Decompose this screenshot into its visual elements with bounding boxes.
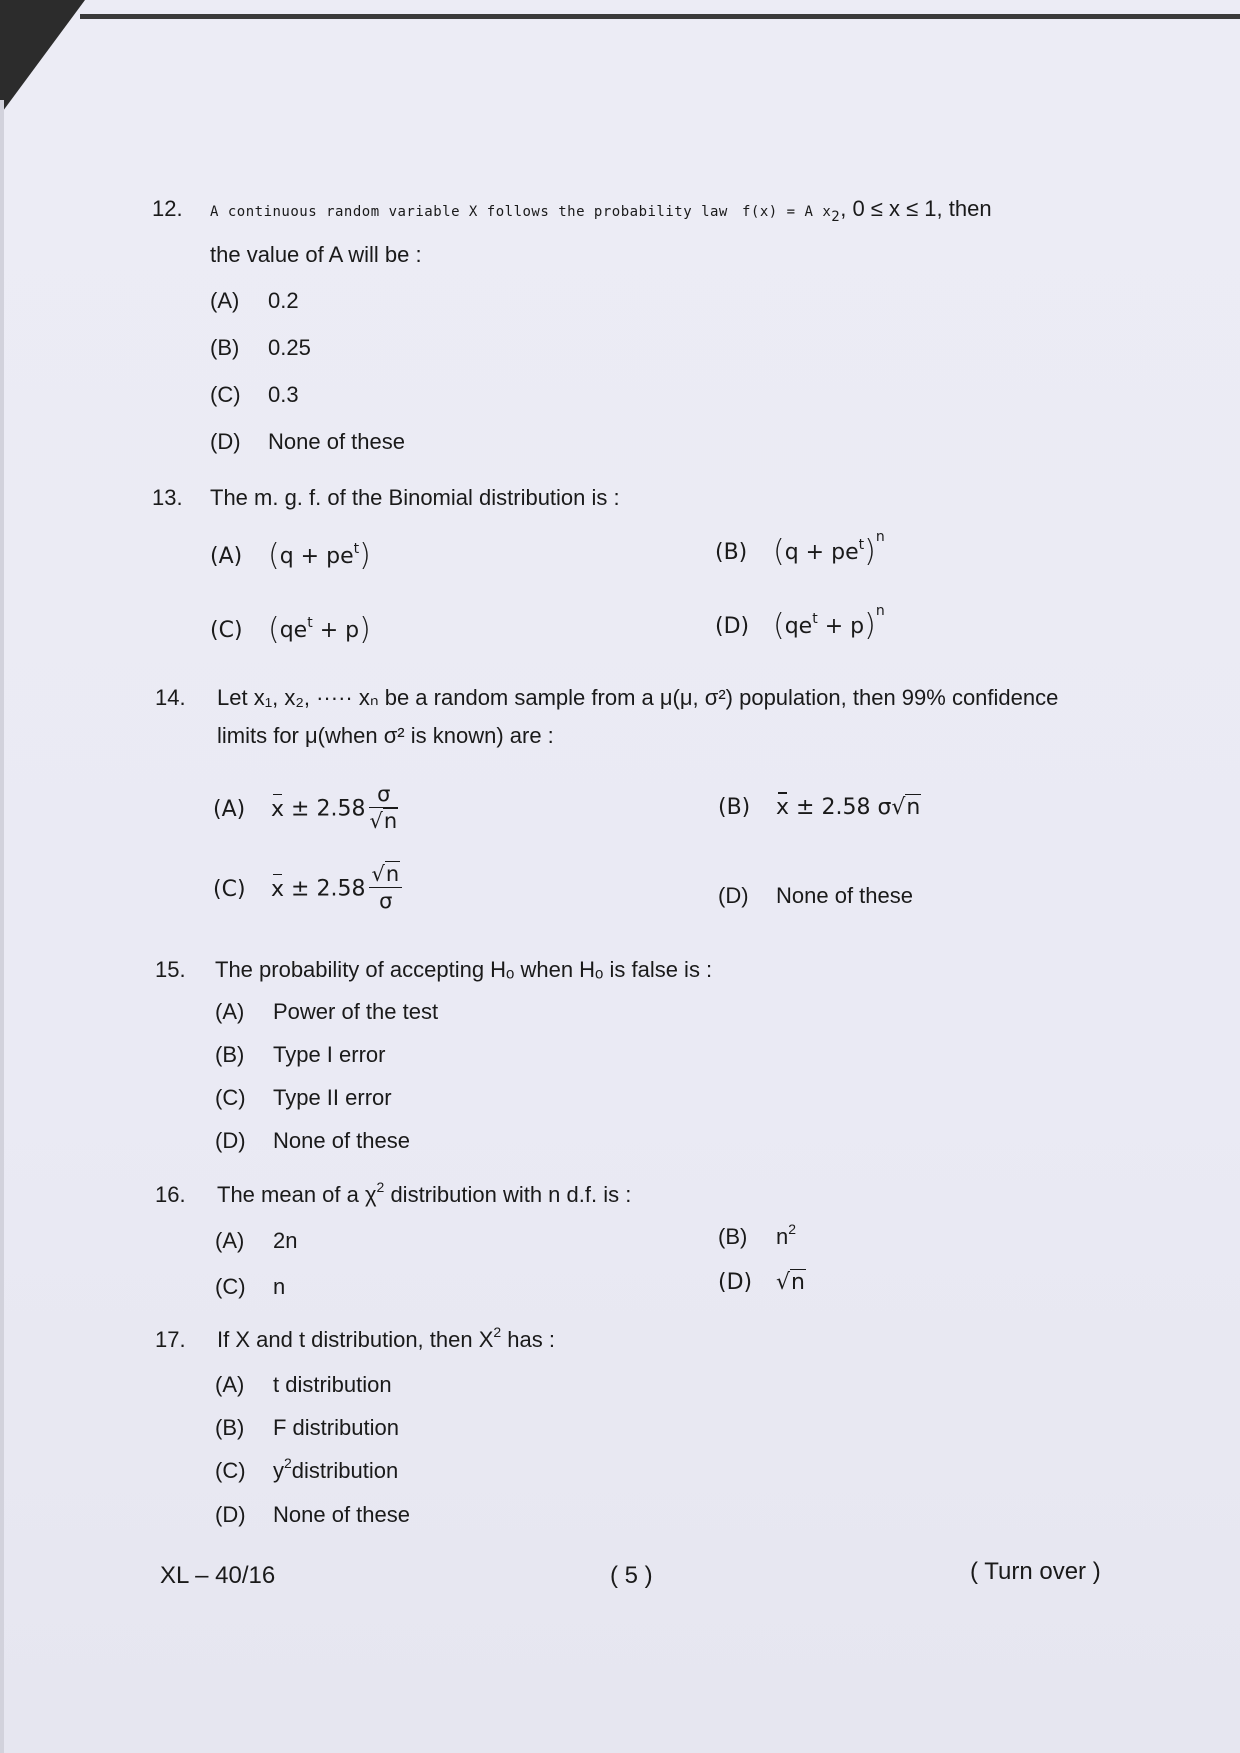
question-text: Let x₁, x₂, ····· xₙ be a random sample from a μ(μ, σ²) population, then 99% confidence [217,685,1059,710]
question-14 [155,683,1155,943]
question-text: The m. g. f. of the Binomial distribution is : [210,485,620,510]
option-c[interactable]: (C) 0.3 [210,382,299,407]
option-a[interactable]: (A) 0.2 [210,288,299,313]
option-d[interactable]: (D) None of these [215,1128,410,1153]
question-text: The probability of accepting Hₒ when Hₒ is false is : [215,957,713,982]
option-b[interactable]: (B) 0.25 [210,335,311,360]
question-number: 17. [155,1327,186,1352]
question-16 [155,1180,1155,1310]
option-d[interactable]: (D) $(qe^t + p)^n$ [715,603,885,643]
option-a[interactable]: (A) x ± 2.58 $\frac{\sigma}{√n}$ [213,782,398,833]
page-left-edge [0,100,4,1753]
option-d[interactable]: (D) None of these [210,429,405,454]
option-d[interactable]: (D) None of these [215,1502,410,1527]
option-a[interactable]: (A) $(q + pe^t)$ [210,538,371,573]
option-c[interactable]: (C) Type II error [215,1085,392,1110]
question-number: 13. [152,485,183,510]
option-b[interactable]: (B) x ± 2.58 σ√n [718,793,921,823]
scan-corner-shadow [0,0,85,115]
question-number: 15. [155,957,186,982]
question-17 [155,1325,1155,1535]
option-a[interactable]: (A) Power of the test [215,999,439,1024]
option-b[interactable]: (B) $(q + pe^t)^n$ [715,529,885,569]
option-c[interactable]: (C) $(qe^t + p)$ [210,612,371,647]
option-d[interactable]: (D) √n [718,1270,805,1295]
question-number: 14. [155,685,186,710]
option-c[interactable]: (C) n [215,1274,286,1299]
option-c[interactable]: (C) $y^2distribution$ [215,1455,399,1483]
option-b[interactable]: (B) Type I error [215,1042,386,1067]
question-12 [152,194,1152,454]
question-number: 12. [152,196,183,221]
option-c[interactable]: (C) x ± 2.58 $\frac{√n}{\sigma}$ [213,863,402,916]
page-number: ( 5 ) [610,1562,653,1589]
option-d[interactable]: (D) None of these [718,883,913,908]
question-intro: A continuous random variable X follows the probability law [210,204,728,220]
question-15 [155,955,1155,1155]
page-top-border [80,14,1240,19]
option-a[interactable]: (A) t distribution [215,1372,392,1397]
question-text: The mean of a $\chi^2$ distribution with n d.f. is : [217,1179,632,1207]
question-text-line2: limits for μ(when σ² is known) are : [217,723,554,748]
option-b[interactable]: (B) $n^2$ [718,1221,797,1249]
turn-over-note: ( Turn over ) [970,1558,1101,1585]
question-text-line2: the value of A will be : [210,242,422,267]
question-text [210,194,992,227]
formula-range: , 0 ≤ x ≤ 1, then [840,196,992,221]
question-text: If X and t distribution, then $X^2$ has : [217,1324,555,1352]
question-13 [152,483,1152,663]
option-b[interactable]: (B) F distribution [215,1415,399,1440]
paper-code: XL – 40/16 [160,1562,276,1589]
question-number: 16. [155,1182,186,1207]
formula: f(x) = A $x_2$ [742,204,841,225]
option-a[interactable]: (A) 2n [215,1228,298,1253]
